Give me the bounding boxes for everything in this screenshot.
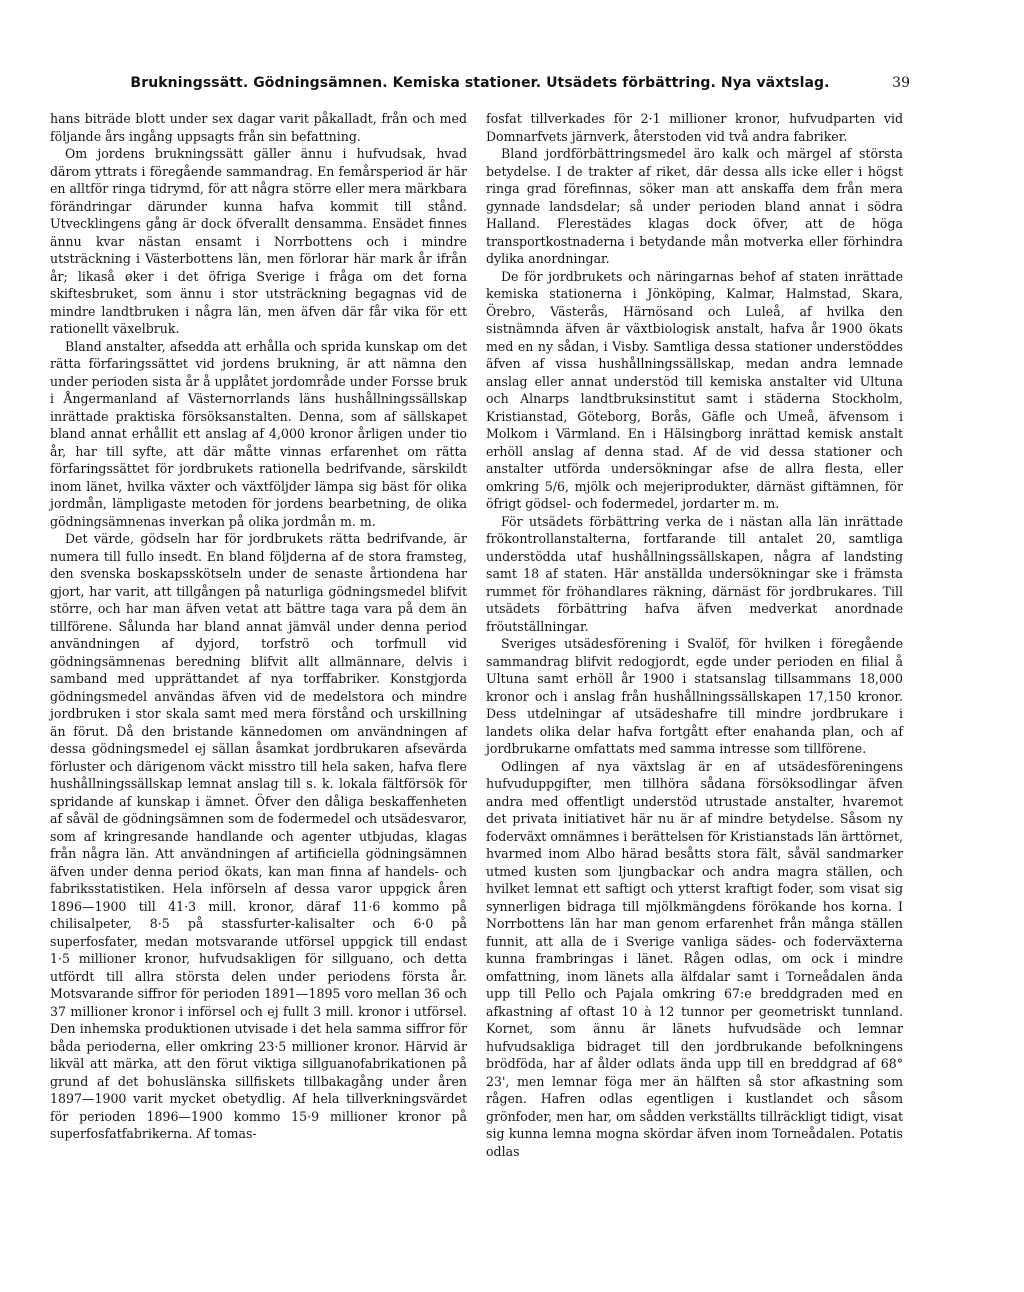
right-column (486, 110, 903, 1160)
paragraph: Om jordens brukningssätt gäller ännu i hufvudsak, hvad därom yttrats i föregående sammandrag. En femårsperiod är här en alltför ringa tidrymd, för att några större eller mera märkbara förändringar därunder kunna hafva kommit till stånd. Utvecklingens gång är dock öfverallt densamma. Ensädet finnes ännu kvar nästan ensamt i Norrbottens och i mindre utsträckning i Västerbottens län, men förlorar här mark år ifrån år; likaså øker i det öfriga Sverige i fråga om det forna skiftesbruket, som ännu i stor utsträckning begagnas vid de mindre landtbruken i några län, men äfven där får vika för ett rationellt växelbruk. (50, 146, 467, 336)
paragraph: De för jordbrukets och näringarnas behof af staten inrättade kemiska stationerna i Jönköping, Kalmar, Halmstad, Skara, Örebro, Västerås, Härnösand och Luleå, af hvilka den sistnämnda äfven är växtbiologisk anstalt, hafva år 1900 ökats med en ny sådan, i Visby. Samtliga dessa stationer understöddes äfven af vissa hushållningssällskap, medan andra lemnade anslag eller annat understöd till kemiska anstalter vid Ultuna och Alnarps landtbruksinstitut samt i städerna Stockholm, Kristianstad, Göteborg, Borås, Gäfle och Umeå, äfvensom i Molkom i Värmland. En i Hälsingborg inrättad kemisk anstalt erhöll anslag af denna stad. Af de vid dessa stationer och anstalter utförda undersökningar afse de allra flesta, eller omkring 5/6, mjölk och mejeriprodukter, därnäst giftämnen, för öfrigt gödsel- och fodermedel, jordarter m. m. (486, 268, 903, 511)
paragraph: Det värde, gödseln har för jordbrukets rätta bedrifvande, är numera till fullo insedt. En bland följderna af de stora framsteg, den svenska boskapsskötseln under de senaste årtiondena har gjort, har varit, att tillgången på naturliga gödningsmedel blifvit större, och har man äfven vetat att bättre taga vara på dem än tillförene. Sålunda har bland annat jämväl under denna period användningen af dyjord, torfströ och torfmull vid gödningsämnenas beredning blifvit allt allmännare, delvis i samband med upprättandet af nya torffabriker. Konstgjorda gödningsmedel användas äfven vid de medelstora och mindre jordbruken i stor skala samt med mera förstånd och urskillning än förut. Då den bristande kännedomen om användningen af dessa gödningsmedel ej sällan åsamkat jordbrukaren afsevärda förluster och därigenom väckt misstro till hela saken, hafva flere hushållningssällskap lemnat anslag till s. k. lokala fältförsök för spridande af kunskap i ämnet. Öfver den dåliga beskaffenheten af såväl de gödningsämnen som de fodermedel och utsädesvaror, som af kringresande handlande och agenter utbjudas, klagas från några län. Att användningen af artificiella gödningsämnen äfven under denna period ökats, kan man finna af handels- och fabriksstatistiken. Hela införseln af dessa varor uppgick åren 1896—1900 till 41·3 mill. kronor, däraf 11·6 kommo på chilisalpeter, 8·5 på stassfurter-kalisalter och 6·0 på superfosfater, medan motsvarande utförsel uppgick till endast 1·5 millioner kronor, hufvudsakligen för sillguano, och detta utfördt till allra största delen under periodens första år. Motsvarande siffror för perioden 1891—1895 voro mellan 36 och 37 millioner kronor i införsel och ej fullt 3 mill. kronor i utförsel. Den inhemska produktionen utvisade i det hela samma siffror för båda perioderna, eller omkring 23·5 millioner kronor. Härvid är likväl att märka, att den förut viktiga sillguanofabrikationen på grund af det bohuslänska sillfiskets tillbakagång under åren 1897—1900 varit mycket obetydlig. Af hela tillverkningsvärdet för perioden 1896—1900 kommo 15·9 millioner kronor på superfosfatfabrikerna. Af tomas- (50, 531, 467, 1141)
running-head: Brukningssätt. Gödningsämnen. Kemiska stationer. Utsädets förbättring. Nya växtslag. (130, 75, 830, 91)
paragraph: Bland anstalter, afsedda att erhålla och sprida kunskap om det rätta förfaringssättet vid jordens brukning, är att nämna den under perioden sista år å upplåtet jordområde under Forsse bruk i Ångermanland af Västernorrlands läns hushållningssällskap inrättade praktiska försöksanstalten. Denna, som af sällskapet bland annat erhållit ett anslag af 4,000 kronor årligen under tio år, har till syfte, att där måtte vinnas erfarenhet om rätta förfaringssättet för jordbrukets rationella bedrifvande, särskildt inom länet, hvilka växter och växtföljder lämpa sig bäst för olika jordmån, lämpligaste metoden för jordens bearbetning, de olika gödningsämnenas inverkan på olika jordmån m. m. (50, 338, 467, 529)
left-column (50, 110, 467, 1143)
paragraph: Sveriges utsädesförening i Svalöf, för hvilken i föregående sammandrag blifvit redogjordt, egde under perioden en filial å Ultuna samt erhöll år 1900 i statsanslag tillsammans 18,000 kronor och i anslag från hushållningssällskapen 17,150 kronor. Dess utdelningar af utsädeshafre till mindre jordbrukare i landets olika delar hafva fortgått efter enahanda plan, och af jordbrukarne omfattats med samma intresse som tillförene. (486, 636, 903, 756)
page-number: 39 (892, 75, 910, 91)
page-header (50, 75, 910, 97)
paragraph: hans biträde blott under sex dagar varit påkalladt, från och med följande års ingång uppsagts från sin befattning. (50, 111, 467, 144)
paragraph: fosfat tillverkades för 2·1 millioner kronor, hufvudparten vid Domnarfvets järnverk, återstoden vid två andra fabriker. (486, 111, 903, 144)
paragraph: Odlingen af nya växtslag är en af utsädesföreningens hufvuduppgifter, men tillhöra sådana försöksodlingar äfven andra med offentligt understöd utrustade anstalter, hvaremot det privata initiativet här nu är af mindre betydelse. Såsom ny foderväxt omnämnes i berättelsen för Kristianstads län ärttörnet, hvarmed inom Albo härad besåtts stora fält, såväl sandmarker utmed kusten som ljungbackar och andra magra ställen, och hvilket lemnat ett saftigt och ytterst kraftigt foder, som visat sig synnerligen bidraga till mjölkmängdens förökande hos korna. I Norrbottens län har man genom erfarenhet från många ställen funnit, att alla de i Sverige vanliga sädes- och foderväxterna kunna frambringas i länet. Rågen odlas, om ock i mindre omfattning, inom länets alla älfdalar samt i Torneådalen ända upp till Pello och Pajala omkring 67:e breddgraden med en afkastning af oftast 10 à 12 tunnor per geometriskt tunnland. Kornet, som ännu är länets hufvudsäde och lemnar hufvudsakliga bidraget till den jordbrukande befolkningens brödföda, har af ålder odlats ända upp till en breddgrad af 68° 23', men lemnar föga mer än hälften så stor afkastning som rågen. Hafren odlas egentligen i kustlandet och såsom grönfoder, men har, om sådden verkställts tillräckligt tidigt, visat sig kunna lemna mogna skördar äfven inom Torneådalen. Potatis odlas (486, 758, 903, 1159)
paragraph: För utsädets förbättring verka de i nästan alla län inrättade frökontrollanstalterna, fortfarande till antalet 20, samtliga understödda utaf hushållningssällskapen, några af landsting samt 18 af staten. Här anställda undersökningar ske i främsta rummet för fröhandlares räkning, därnäst för jordbrukares. Till utsädets förbättring hafva äfven medverkat anordnade fröutställningar. (486, 513, 903, 634)
paragraph: Bland jordförbättringsmedel äro kalk och märgel af största betydelse. I de trakter af riket, där dessa alls icke eller i högst ringa grad förefinnas, söker man att anskaffa dem från mera gynnade landsdelar; så under perioden bland annat i södra Halland. Flerestädes klagas dock öfver, att de höga transportkostnaderna i betydande mån motverka eller förhindra dylika anordningar. (486, 146, 903, 266)
